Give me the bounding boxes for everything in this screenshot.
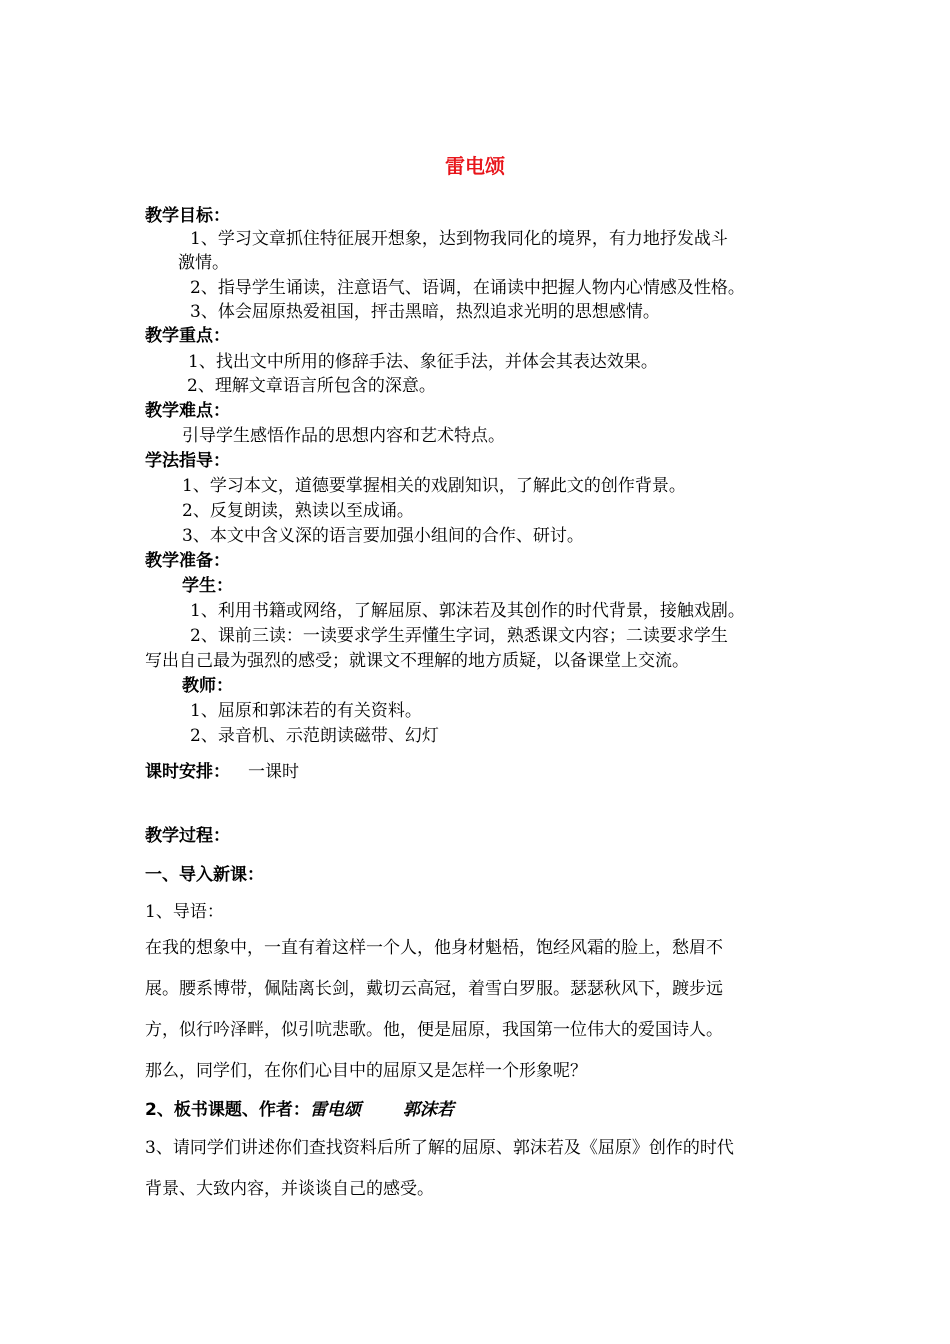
schedule-label: 课时安排： (145, 762, 230, 782)
intro-paragraph-line-3: 方，似行吟泽畔，似引吭悲歌。他，便是屈原，我国第一位伟大的爱国诗人。 (145, 1020, 723, 1040)
study-guide-item-3: 3、本文中含义深的语言要加强小组间的合作、研讨。 (182, 526, 584, 546)
study-guide-heading: 学法指导： (145, 451, 230, 471)
preparation-heading: 教学准备： (145, 551, 230, 571)
step-2-lesson-title: 雷电颂 (309, 1100, 361, 1120)
intro-paragraph-line-2: 展。腰系博带，佩陆离长剑，戴切云高冠，着雪白罗服。瑟瑟秋风下，踱步远 (145, 979, 723, 999)
process-step-1: 1、导语： (145, 902, 224, 922)
study-guide-item-1: 1、学习本文，道德要掌握相关的戏剧知识，了解此文的创作背景。 (182, 476, 686, 496)
difficulties-heading: 教学难点： (145, 401, 230, 421)
process-step-2 (145, 1099, 454, 1121)
process-step-3: 3、请同学们讲述你们查找资料后所了解的屈原、郭沫若及《屈原》创作的时代 (145, 1138, 734, 1158)
objectives-heading: 教学目标： (145, 206, 230, 226)
objective-item-1: 1、学习文章抓住特征展开想象，达到物我同化的境界，有力地抒发战斗 (190, 229, 728, 249)
study-guide-item-2: 2、反复朗读，熟读以至成诵。 (182, 501, 414, 521)
teacher-label: 教师： (182, 676, 233, 696)
difficulty-item-1: 引导学生感悟作品的思想内容和艺术特点。 (182, 426, 505, 446)
students-label: 学生： (182, 576, 233, 596)
objective-item-3: 3、体会屈原热爱祖国，抨击黑暗，热烈追求光明的思想感情。 (190, 302, 660, 322)
objective-item-2: 2、指导学生诵读，注意语气、语调，在诵读中把握人物内心情感及性格。 (190, 278, 745, 298)
teacher-prep-item-2: 2、录音机、示范朗读磁带、幻灯 (190, 726, 439, 746)
student-prep-item-1: 1、利用书籍或网络，了解屈原、郭沫若及其创作的时代背景，接触戏剧。 (190, 601, 745, 621)
process-part-1: 一、导入新课： (145, 865, 264, 885)
step-2-author: 郭沫若 (402, 1100, 454, 1120)
key-point-item-1: 1、找出文中所用的修辞手法、象征手法，并体会其表达效果。 (188, 352, 658, 372)
intro-paragraph-line-4: 那么，同学们，在你们心目中的屈原又是怎样一个形象呢？ (145, 1061, 587, 1081)
objective-item-1-cont: 激情。 (178, 253, 229, 273)
schedule-value: 一课时 (248, 762, 299, 782)
step-2-label: 2、板书课题、作者： (145, 1100, 310, 1120)
key-point-item-2: 2、理解文章语言所包含的深意。 (187, 376, 436, 396)
teacher-prep-item-1: 1、屈原和郭沫若的有关资料。 (190, 701, 422, 721)
process-heading: 教学过程： (145, 826, 230, 846)
student-prep-item-2-cont: 写出自己最为强烈的感受；就课文不理解的地方质疑，以备课堂上交流。 (145, 651, 689, 671)
document-title: 雷电颂 (445, 154, 505, 178)
intro-paragraph-line-1: 在我的想象中，一直有着这样一个人，他身材魁梧，饱经风霜的脸上，愁眉不 (145, 938, 723, 958)
key-points-heading: 教学重点： (145, 326, 230, 346)
process-step-3-cont: 背景、大致内容，并谈谈自己的感受。 (145, 1179, 434, 1199)
student-prep-item-2: 2、课前三读：一读要求学生弄懂生字词，熟悉课文内容；二读要求学生 (190, 626, 728, 646)
